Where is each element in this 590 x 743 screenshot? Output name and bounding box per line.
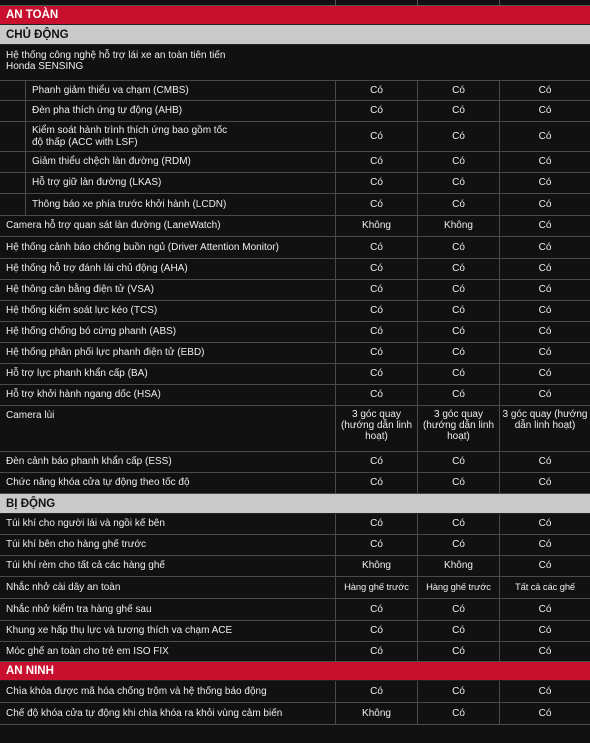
table-row bbox=[0, 385, 590, 406]
row-value: Có bbox=[336, 514, 418, 534]
section-an-ninh: AN NINH bbox=[0, 662, 590, 681]
table-row bbox=[0, 343, 590, 364]
row-value: Có bbox=[418, 122, 500, 151]
table-row bbox=[0, 556, 590, 577]
row-value: Có bbox=[538, 241, 552, 253]
row-label: Hỗ trợ khởi hành ngang dốc (HSA) bbox=[0, 385, 336, 405]
row-value: Có bbox=[418, 259, 500, 279]
row-label: Hệ thông cân bằng điện tử (VSA) bbox=[0, 280, 336, 300]
row-value: Có bbox=[336, 259, 418, 279]
row-label: Túi khí cho người lái và ngồi kế bên bbox=[0, 514, 336, 534]
row-label: Khung xe hấp thụ lực và tương thích va chạm ACE bbox=[0, 621, 336, 641]
row-label: Chìa khóa được mã hóa chống trộm và hệ thống báo động bbox=[0, 681, 336, 702]
row-label: Hệ thống hỗ trợ đánh lái chủ động (AHA) bbox=[0, 259, 336, 279]
row-value: Có bbox=[418, 621, 500, 641]
honda-sensing-row bbox=[0, 45, 590, 81]
table-row bbox=[0, 259, 590, 280]
row-value: Có bbox=[418, 385, 500, 405]
row-value: Có bbox=[538, 685, 552, 697]
row-label: Hệ thống kiểm soát lực kéo (TCS) bbox=[0, 301, 336, 321]
table-row bbox=[0, 237, 590, 259]
section-bi-dong: BỊ ĐỘNG bbox=[0, 494, 590, 514]
indent-gutter bbox=[0, 194, 26, 215]
row-value: Có bbox=[336, 122, 418, 151]
row-value: Có bbox=[538, 518, 552, 530]
table-row bbox=[0, 194, 590, 216]
row-value: Có bbox=[336, 322, 418, 342]
table-row bbox=[0, 473, 590, 494]
row-value: Có bbox=[418, 101, 500, 121]
row-label: Hỗ trợ lực phanh khẩn cấp (BA) bbox=[0, 364, 336, 384]
row-label: Kiểm soát hành trình thích ứng bao gồm tốc độ thấp (ACC with LSF) bbox=[26, 122, 336, 151]
row-value: Có bbox=[418, 301, 500, 321]
row-value: Không bbox=[336, 556, 418, 576]
row-value: Tất cả các ghế bbox=[514, 581, 576, 593]
indent-gutter bbox=[0, 122, 26, 151]
row-value: Có bbox=[336, 301, 418, 321]
row-value: Có bbox=[336, 101, 418, 121]
row-value: Có bbox=[418, 194, 500, 215]
row-label: Chức năng khóa cửa tự động theo tốc độ bbox=[0, 473, 336, 493]
active-list-2 bbox=[0, 452, 590, 494]
row-value: Có bbox=[538, 389, 552, 401]
row-value: Có bbox=[538, 177, 552, 189]
row-value: Có bbox=[538, 305, 552, 317]
row-value: Có bbox=[336, 364, 418, 384]
row-label: Chế độ khóa cửa tự động khi chìa khóa ra khỏi vùng cảm biến bbox=[0, 703, 336, 724]
table-row bbox=[0, 101, 590, 122]
row-value: Có bbox=[418, 173, 500, 193]
row-value: Có bbox=[538, 263, 552, 275]
row-value: Có bbox=[336, 642, 418, 661]
indent-gutter bbox=[0, 101, 26, 121]
row-value: Có bbox=[538, 456, 552, 468]
row-value: Có bbox=[418, 343, 500, 363]
row-value: 3 góc quay (hướng dẫn linh hoạt) bbox=[336, 406, 418, 451]
table-row bbox=[0, 322, 590, 343]
table-row bbox=[0, 364, 590, 385]
row-value: Có bbox=[538, 560, 552, 572]
table-row bbox=[0, 81, 590, 101]
table-row bbox=[0, 122, 590, 152]
row-value: Có bbox=[538, 645, 552, 657]
passive-list bbox=[0, 514, 590, 662]
row-value: Có bbox=[336, 280, 418, 300]
indent-gutter bbox=[0, 81, 26, 100]
table-row bbox=[0, 703, 590, 725]
row-value: Có bbox=[336, 152, 418, 172]
table-row bbox=[0, 301, 590, 322]
row-value: Có bbox=[538, 84, 552, 96]
row-label: Nhắc nhở kiểm tra hàng ghế sau bbox=[0, 599, 336, 620]
row-value: Có bbox=[418, 452, 500, 472]
row-value: Không bbox=[418, 556, 500, 576]
row-label: Thông báo xe phía trước khởi hành (LCDN) bbox=[26, 194, 336, 215]
row-label: Phanh giảm thiểu va chạm (CMBS) bbox=[26, 81, 336, 100]
row-value: Có bbox=[418, 703, 500, 724]
section-an-toan: AN TOÀN bbox=[0, 6, 590, 25]
active-list bbox=[0, 216, 590, 406]
table-row bbox=[0, 621, 590, 642]
row-value: Có bbox=[336, 621, 418, 641]
row-value: Có bbox=[538, 156, 552, 168]
row-value: Có bbox=[418, 322, 500, 342]
row-value: Có bbox=[538, 707, 552, 719]
table-row bbox=[0, 535, 590, 556]
table-row bbox=[0, 152, 590, 173]
row-value: Có bbox=[418, 280, 500, 300]
row-value: Có bbox=[418, 364, 500, 384]
indent-gutter bbox=[0, 173, 26, 193]
row-label: Móc ghế an toàn cho trẻ em ISO FIX bbox=[0, 642, 336, 661]
row-label: Hệ thống cảnh báo chống buồn ngủ (Driver Attention Monitor) bbox=[0, 237, 336, 258]
table-row bbox=[0, 280, 590, 301]
row-value: 3 góc quay (hướng dẫn linh hoạt) bbox=[418, 406, 500, 451]
row-value: Có bbox=[538, 284, 552, 296]
table-row bbox=[0, 514, 590, 535]
row-value: Có bbox=[418, 81, 500, 100]
security-list bbox=[0, 681, 590, 725]
section-chu-dong: CHỦ ĐỘNG bbox=[0, 25, 590, 45]
table-row bbox=[0, 599, 590, 621]
row-value: Có bbox=[336, 237, 418, 258]
row-value: Có bbox=[336, 535, 418, 555]
row-value: Không bbox=[418, 216, 500, 236]
honda-sensing-list bbox=[0, 81, 590, 216]
row-label: Túi khí rèm cho tất cả các hàng ghế bbox=[0, 556, 336, 576]
honda-sensing-title: Hệ thống công nghệ hỗ trợ lái xe an toàn tiên tiến Honda SENSING bbox=[6, 50, 226, 73]
table-row bbox=[0, 681, 590, 703]
row-value: Có bbox=[336, 452, 418, 472]
row-value: Không bbox=[336, 216, 418, 236]
row-label: Camera lùi bbox=[0, 406, 336, 451]
row-value: Có bbox=[538, 603, 552, 615]
row-value: Có bbox=[538, 368, 552, 380]
row-value: Hàng ghế trước bbox=[336, 577, 418, 598]
row-value: Có bbox=[418, 473, 500, 493]
row-label: Túi khí bên cho hàng ghế trước bbox=[0, 535, 336, 555]
row-label: Đèn pha thích ứng tự động (AHB) bbox=[26, 101, 336, 121]
row-value: Có bbox=[538, 477, 552, 489]
row-value: Có bbox=[336, 473, 418, 493]
row-value: Có bbox=[538, 105, 552, 117]
row-value: Có bbox=[336, 81, 418, 100]
row-label: Camera hỗ trợ quan sát làn đường (LaneWatch) bbox=[0, 216, 336, 236]
row-label: Hệ thống chống bó cứng phanh (ABS) bbox=[0, 322, 336, 342]
row-value: Có bbox=[538, 347, 552, 359]
row-value: Có bbox=[418, 681, 500, 702]
row-value: Có bbox=[418, 152, 500, 172]
row-value: Có bbox=[538, 220, 552, 232]
table-row bbox=[0, 452, 590, 473]
row-label: Hệ thống phân phối lực phanh điện tử (EBD) bbox=[0, 343, 336, 363]
row-value: Có bbox=[538, 326, 552, 338]
indent-gutter bbox=[0, 152, 26, 172]
row-value: Có bbox=[418, 535, 500, 555]
row-value: Có bbox=[538, 539, 552, 551]
row-value: Có bbox=[538, 198, 552, 210]
table-row bbox=[0, 577, 590, 599]
row-value: Có bbox=[418, 642, 500, 661]
row-value: Có bbox=[538, 130, 552, 142]
table-row bbox=[0, 642, 590, 662]
row-value: Có bbox=[336, 173, 418, 193]
row-label: Hỗ trợ giữ làn đường (LKAS) bbox=[26, 173, 336, 193]
row-label: Giảm thiểu chệch làn đường (RDM) bbox=[26, 152, 336, 172]
row-value: Có bbox=[336, 343, 418, 363]
row-value: Có bbox=[538, 625, 552, 637]
row-value: Có bbox=[336, 194, 418, 215]
row-value: Có bbox=[418, 599, 500, 620]
row-label: Đèn cảnh báo phanh khẩn cấp (ESS) bbox=[0, 452, 336, 472]
row-value: Có bbox=[418, 237, 500, 258]
row-value: Không bbox=[336, 703, 418, 724]
row-value: Có bbox=[336, 681, 418, 702]
row-value: Có bbox=[418, 514, 500, 534]
row-value: Có bbox=[336, 385, 418, 405]
table-row bbox=[0, 216, 590, 237]
row-value: Có bbox=[336, 599, 418, 620]
row-value: 3 góc quay (hướng dẫn linh hoạt) bbox=[502, 409, 588, 432]
row-label: Nhắc nhở cài dây an toàn bbox=[0, 577, 336, 598]
table-row bbox=[0, 173, 590, 194]
row-value: Hàng ghế trước bbox=[418, 577, 500, 598]
camera-row bbox=[0, 406, 590, 452]
